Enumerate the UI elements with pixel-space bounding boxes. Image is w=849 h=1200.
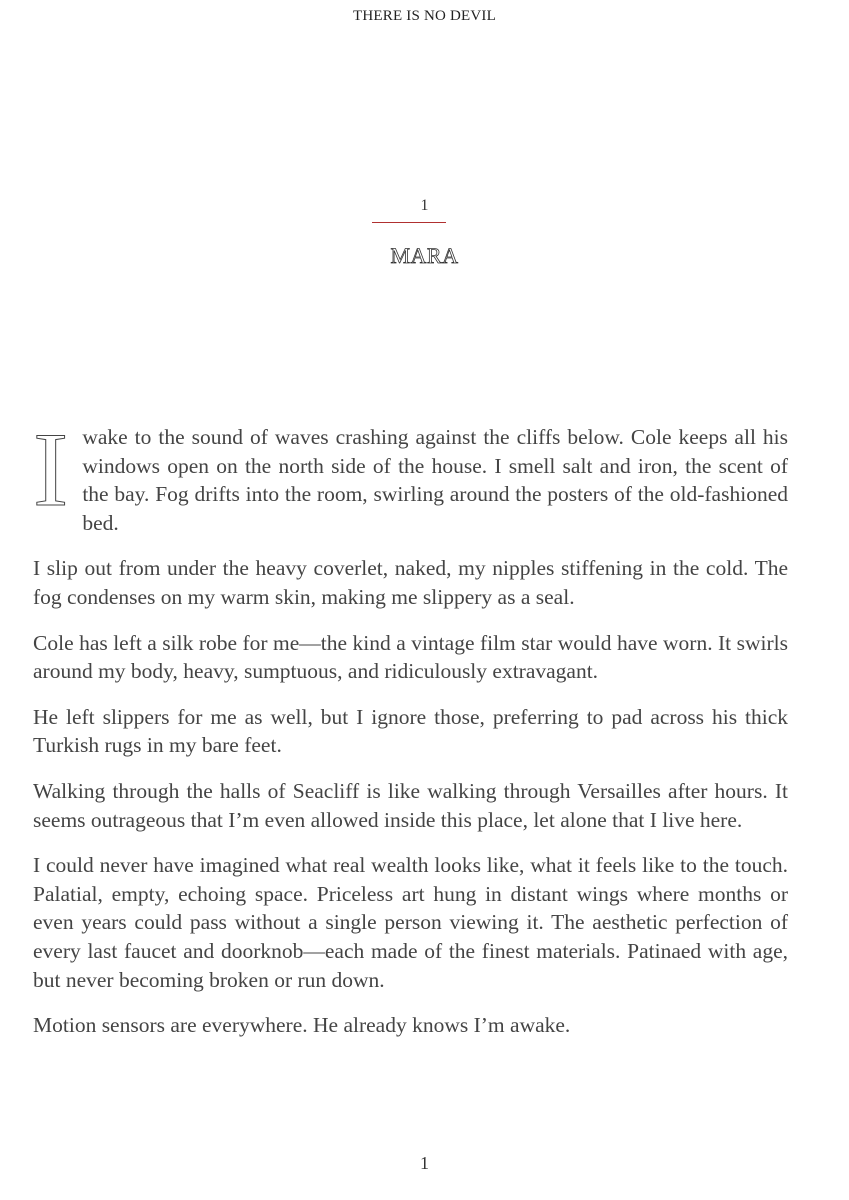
drop-cap: I xyxy=(33,411,69,528)
paragraph-4: He left slippers for me as well, but I ignore those, preferring to pad across his thick Turkish rugs in my bare feet. xyxy=(33,704,788,758)
paragraph-1 xyxy=(33,411,788,537)
paragraph-7: Motion sensors are everywhere. He already knows I’m awake. xyxy=(33,1013,571,1038)
page-number: 1 xyxy=(420,1153,429,1173)
paragraph-3: Cole has left a silk robe for me—the kind a vintage film star would have worn. It swirls around my body, heavy, sumptuous, and ridiculously extravagant. xyxy=(33,630,788,684)
paragraph-2: I slip out from under the heavy coverlet, naked, my nipples stiffening in the cold. The fog condenses on my warm skin, making me slippery as a seal. xyxy=(33,556,788,609)
paragraph-5: Walking through the halls of Seacliff is like walking through Versailles after hours. It seems outrageous that I’m even allowed inside this place, let alone that I live here. xyxy=(33,778,788,832)
chapter-number: 1 xyxy=(420,197,429,214)
running-head: THERE IS NO DEVIL xyxy=(353,8,496,24)
chapter-rule xyxy=(372,222,446,223)
paragraph-1-text: wake to the sound of waves crashing against the cliffs below. Cole keeps all his windows open on the north side of the house. I smell salt and iron, the scent of the bay. Fog drifts into the room, swirling around the posters of the old-fashioned bed. xyxy=(82,425,788,535)
body-text xyxy=(33,411,788,1057)
paragraph-6: I could never have imagined what real wealth looks like, what it feels like to the touch. Palatial, empty, echoing space. Priceless art hung in distant wings where months or even years could pass without a single person viewing it. The aesthetic perfection of every last faucet and doorknob—each made of the finest materials. Patinaed with age, but never becoming broken or run down. xyxy=(33,853,788,992)
chapter-title: MARA xyxy=(390,243,459,268)
